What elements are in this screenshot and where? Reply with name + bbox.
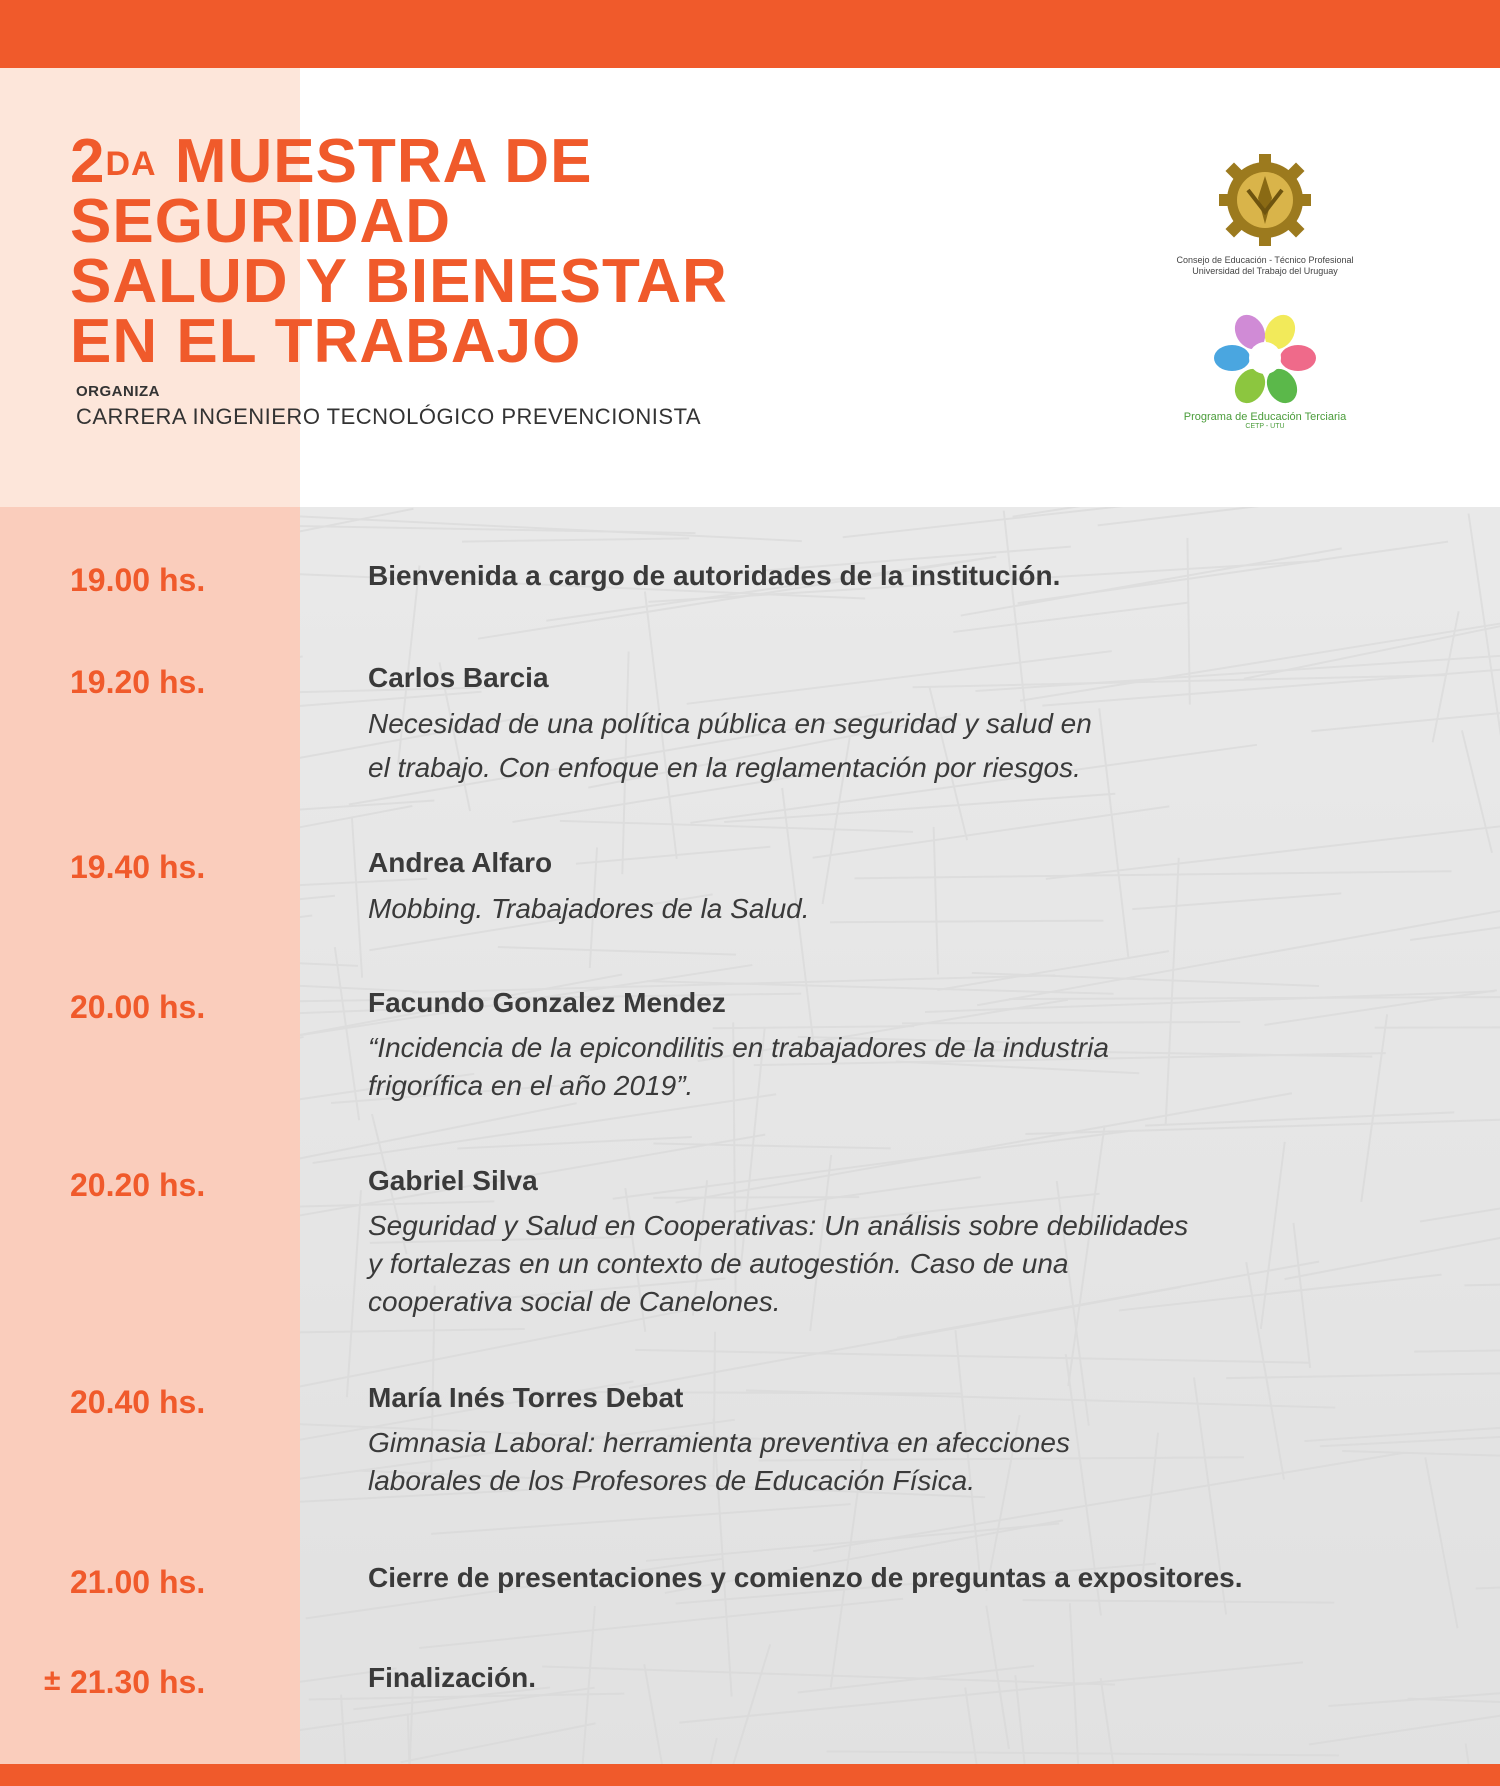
bottom-accent-bar xyxy=(0,1764,1500,1786)
talk-description-line: Gimnasia Laboral: herramienta preventiva en afecciones xyxy=(368,1427,1070,1458)
organiza-value: CARRERA INGENIERO TECNOLÓGICO PREVENCIONISTA xyxy=(76,404,702,429)
talk-description-line: “Incidencia de la epicondilitis en trabajadores de la industria xyxy=(368,1032,1109,1063)
talk-description-line: frigorífica en el año 2019”. xyxy=(368,1070,694,1101)
speaker-name: Facundo Gonzalez Mendez xyxy=(368,987,726,1018)
talk-description xyxy=(368,1207,1368,1321)
cetp-gear-icon xyxy=(1210,150,1320,250)
speaker-name: Gabriel Silva xyxy=(368,1165,538,1196)
schedule-time: 19.20 hs. xyxy=(70,664,206,700)
schedule-title: Finalización. xyxy=(368,1662,537,1693)
schedule-time: 21.00 hs. xyxy=(70,1564,206,1600)
pet-logo xyxy=(1170,310,1360,431)
pet-caption-1: Programa de Educación Terciaria xyxy=(1183,411,1347,423)
speaker-name: María Inés Torres Debat xyxy=(368,1382,684,1413)
talk-description: Mobbing. Trabajadores de la Salud. xyxy=(368,893,810,924)
page-title xyxy=(70,127,728,376)
speaker-name: Andrea Alfaro xyxy=(368,847,553,878)
cetp-caption-2: Universidad del Trabajo del Uruguay xyxy=(1192,266,1338,276)
schedule-time: 20.00 hs. xyxy=(70,989,206,1025)
talk-description-line: Necesidad de una política pública en seguridad y salud en xyxy=(368,708,1092,739)
talk-description xyxy=(368,1029,1368,1105)
title-number: 2 xyxy=(70,127,106,196)
cetp-logo xyxy=(1170,150,1360,277)
schedule-time: 19.40 hs. xyxy=(70,849,206,885)
title-line-4: EN EL TRABAJO xyxy=(70,307,582,376)
schedule-time: 20.20 hs. xyxy=(70,1167,206,1203)
schedule-time: 21.30 hs. xyxy=(70,1664,206,1700)
schedule-time: 20.40 hs. xyxy=(70,1384,206,1420)
cetp-caption-1: Consejo de Educación - Técnico Profesional xyxy=(1176,255,1354,265)
schedule-title: Bienvenida a cargo de autoridades de la institución. xyxy=(368,560,1061,591)
schedule-time: 19.00 hs. xyxy=(70,562,206,598)
speaker-name: Carlos Barcia xyxy=(368,662,549,693)
talk-description-line: el trabajo. Con enfoque en la reglamentación por riesgos. xyxy=(368,752,1081,783)
talk-description-line: laborales de los Profesores de Educación Física. xyxy=(368,1465,975,1496)
top-accent-bar xyxy=(0,0,1500,68)
title-line-2: SEGURIDAD xyxy=(70,187,452,256)
organiza-label: ORGANIZA xyxy=(76,383,160,400)
talk-description xyxy=(368,1424,1368,1500)
talk-description-line: y fortalezas en un contexto de autogestión. Caso de una xyxy=(368,1248,1069,1279)
talk-description xyxy=(368,704,1368,787)
pet-caption-2: CETP - UTU xyxy=(1245,423,1285,430)
talk-description-line: Seguridad y Salud en Cooperativas: Un análisis sobre debilidades xyxy=(368,1210,1189,1241)
schedule-title: Cierre de presentaciones y comienzo de preguntas a expositores. xyxy=(368,1562,1243,1593)
talk-description-line: cooperativa social de Canelones. xyxy=(368,1286,781,1317)
flower-logo-icon xyxy=(1210,310,1320,406)
title-ordinal-suffix: DA xyxy=(105,145,157,183)
title-line-3: SALUD Y BIENESTAR xyxy=(70,247,728,316)
approx-symbol: ± xyxy=(44,1664,61,1697)
title-line-1: MUESTRA DE xyxy=(156,127,593,196)
